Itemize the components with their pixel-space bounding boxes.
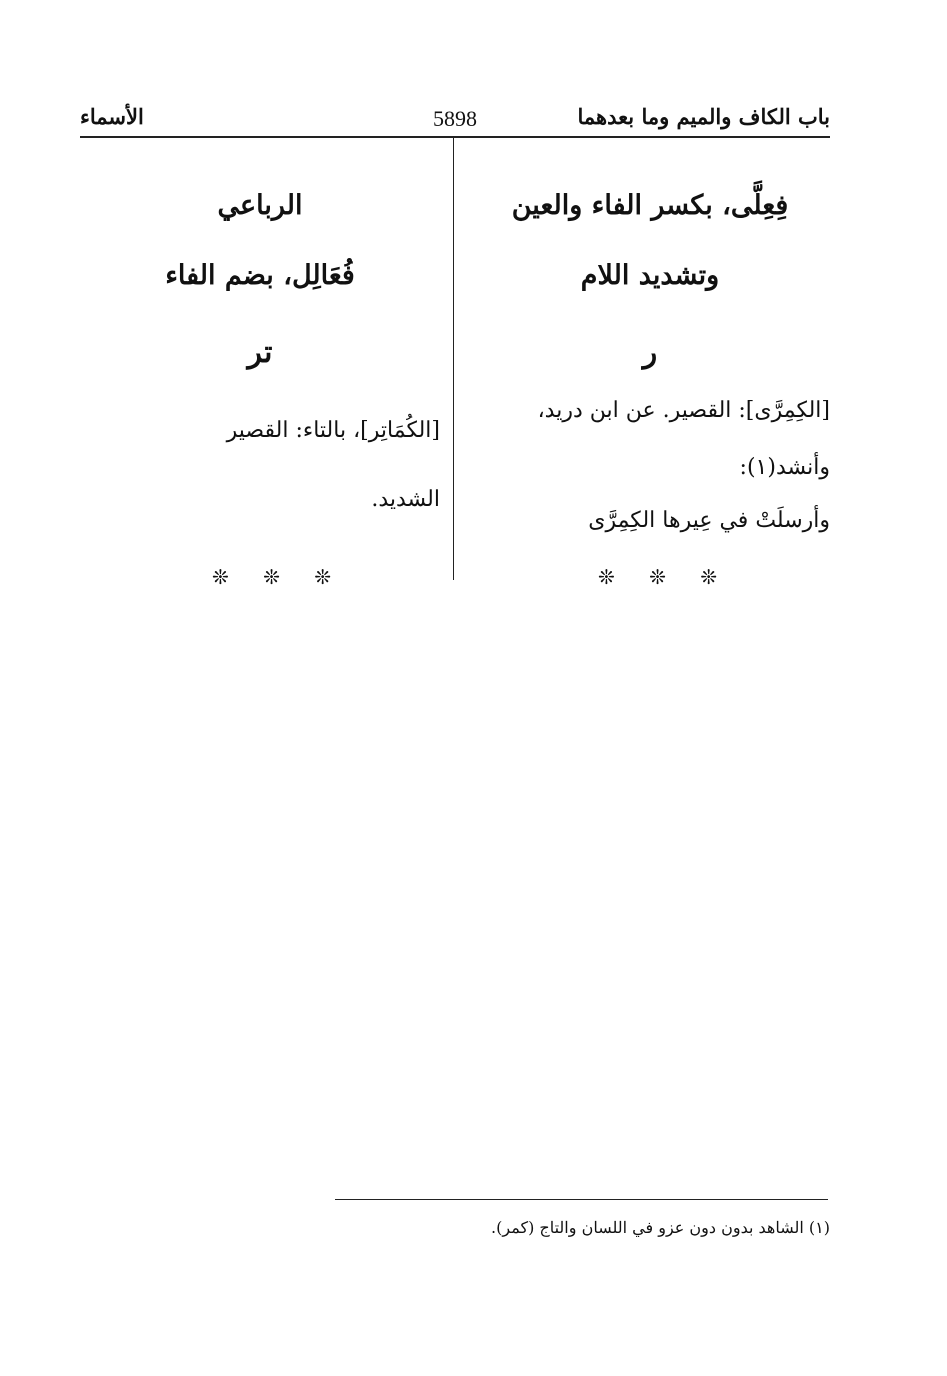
- column-divider: [453, 138, 454, 580]
- right-entry-line-1: [الكِمِرَّى]: القصير. عن ابن دريد،: [537, 398, 830, 423]
- footnote-rule: [335, 1199, 828, 1200]
- right-verse-line: وأرسلَتْ في عِيرها الكِمِرَّى: [588, 508, 830, 533]
- left-entry-line-1: [الكُمَاتِر]، بالتاء: القصير: [226, 418, 440, 443]
- right-section-separator: ❊ ❊ ❊: [598, 565, 731, 589]
- right-heading-letter: ر: [642, 335, 658, 370]
- left-section-separator: ❊ ❊ ❊: [212, 565, 345, 589]
- header-rule: [80, 136, 830, 138]
- page-number: 5898: [433, 106, 477, 131]
- left-heading-letter: تر: [247, 335, 273, 370]
- left-heading-section: الرباعي: [217, 190, 303, 221]
- left-heading-pattern: فُعَالِل، بضم الفاء: [165, 260, 355, 291]
- running-header-right: باب الكاف والميم وما بعدهما: [577, 104, 830, 129]
- right-entry-line-2: وأنشد(١):: [739, 455, 830, 480]
- footnote-text: (١) الشاهد بدون دون عزو في اللسان والتاج (كمر).: [491, 1218, 830, 1237]
- left-entry-line-2: الشديد.: [371, 487, 440, 512]
- running-header-left: الأسماء: [80, 104, 144, 129]
- right-heading-subtitle: وتشديد اللام: [580, 260, 720, 291]
- right-heading-pattern: فِعِلَّى، بكسر الفاء والعين: [511, 190, 789, 221]
